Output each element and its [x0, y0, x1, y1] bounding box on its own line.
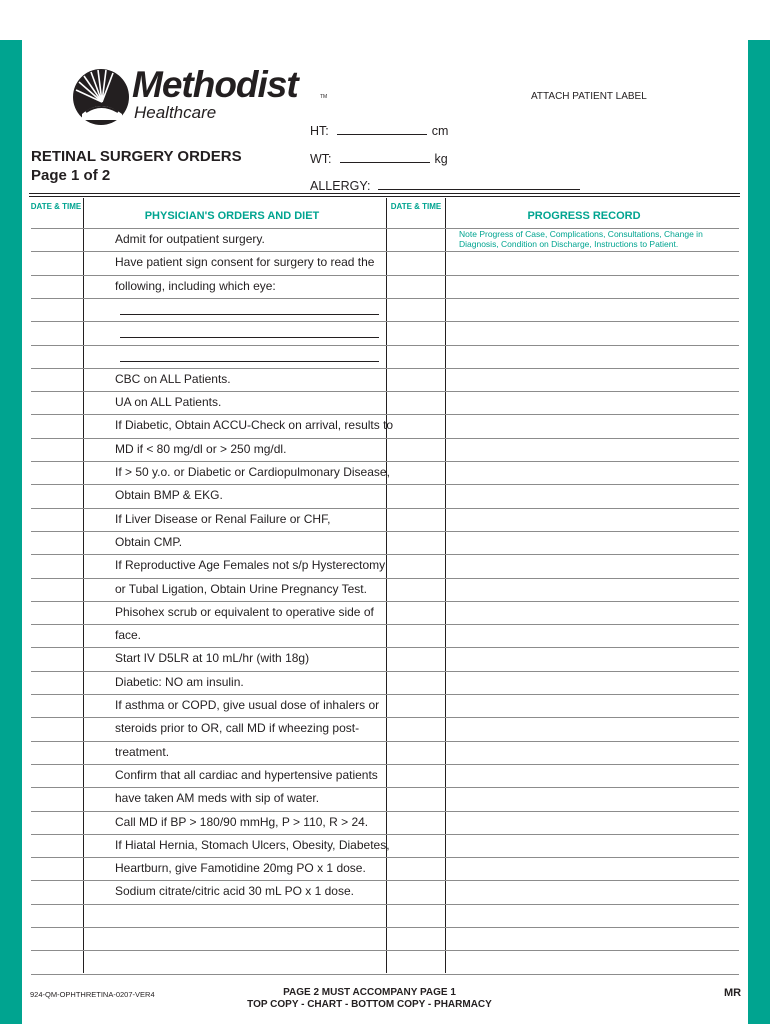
ruled-line	[31, 904, 739, 905]
ruled-line	[31, 950, 739, 951]
form-title	[31, 147, 242, 185]
weight-label: WT:	[310, 152, 332, 166]
accompany-notice: PAGE 2 MUST ACCOMPANY PAGE 1	[283, 987, 456, 998]
order-text: treatment.	[115, 744, 170, 759]
order-grid	[31, 228, 739, 973]
order-row	[31, 624, 386, 647]
order-row	[31, 880, 386, 903]
form-title-line1: RETINAL SURGERY ORDERS	[31, 148, 242, 165]
order-text: If > 50 y.o. or Diabetic or Cardiopulmonary Disease,	[115, 465, 390, 479]
order-row	[31, 228, 386, 251]
allergy-input-line[interactable]	[378, 177, 580, 190]
header-rule-bottom	[29, 196, 740, 197]
order-row	[31, 484, 386, 507]
order-row	[31, 368, 386, 391]
consent-blank-line[interactable]	[120, 361, 379, 362]
consent-blank-line[interactable]	[120, 337, 379, 338]
logo-subtitle: Healthcare	[134, 103, 217, 122]
order-text: If Diabetic, Obtain ACCU-Check on arrival, results to	[115, 418, 394, 433]
order-row	[31, 787, 386, 810]
progress-record-note: Note Progress of Case, Complications, Consultations, Change in Diagnosis, Condition on Discharge, Instructions to Patient.	[459, 229, 703, 249]
weight-field[interactable]	[310, 150, 448, 166]
order-text: UA on ALL Patients.	[115, 395, 222, 410]
order-text: Heartburn, give Famotidine 20mg PO x 1 dose.	[115, 861, 366, 876]
date-time-header-right: DATE & TIME	[390, 202, 442, 211]
order-row	[31, 275, 386, 298]
methodist-logo	[72, 64, 332, 130]
order-text: If Reproductive Age Females not s/p Hysterectomy	[115, 558, 386, 573]
footer-notice	[247, 987, 492, 1011]
header-rule-top	[29, 193, 740, 194]
order-row	[31, 391, 386, 414]
consent-blank-line[interactable]	[120, 314, 379, 315]
order-text: Phisohex scrub or equivalent to operative side of	[115, 604, 374, 619]
left-margin-bar	[0, 40, 22, 1024]
logo-wordmark: Methodist	[132, 64, 298, 105]
order-text: CBC on ALL Patients.	[115, 371, 231, 386]
order-text: MD if < 80 mg/dl or > 250 mg/dl.	[115, 441, 287, 456]
allergy-field[interactable]	[310, 177, 580, 193]
sunburst-logo-icon	[72, 68, 130, 126]
order-row	[31, 601, 386, 624]
allergy-label: ALLERGY:	[310, 179, 371, 193]
order-row	[31, 554, 386, 577]
order-row	[31, 508, 386, 531]
height-input-line[interactable]	[337, 122, 427, 135]
order-row	[31, 251, 386, 274]
order-text: Admit for outpatient surgery.	[115, 232, 265, 246]
order-row	[31, 811, 386, 834]
form-code: 924-QM-OPHTHRETINA-0207-VER4	[30, 990, 155, 999]
order-row	[31, 414, 394, 437]
order-text: If Hiatal Hernia, Stomach Ulcers, Obesity, Diabetes,	[115, 837, 390, 852]
physicians-orders-header: PHYSICIAN'S ORDERS AND DIET	[144, 210, 320, 222]
order-row	[31, 438, 386, 461]
order-row	[31, 694, 386, 717]
height-label: HT:	[310, 124, 329, 138]
order-text: Obtain BMP & EKG.	[115, 488, 223, 503]
order-row	[31, 834, 390, 857]
order-text: If Liver Disease or Renal Failure or CHF,	[115, 511, 331, 526]
height-unit: cm	[431, 124, 449, 138]
order-text: Have patient sign consent for surgery to read the	[115, 255, 375, 270]
order-row	[31, 647, 386, 670]
order-row	[31, 717, 386, 740]
order-text: Diabetic: NO am insulin.	[115, 674, 244, 689]
order-row	[31, 857, 386, 880]
order-text: following, including which eye:	[115, 278, 276, 293]
order-text: Call MD if BP > 180/90 mmHg, P > 110, R > 24.	[115, 814, 369, 829]
date-time-header-left: DATE & TIME	[30, 202, 82, 211]
weight-input-line[interactable]	[340, 150, 430, 163]
trademark-mark: TM	[320, 94, 328, 100]
order-text: have taken AM meds with sip of water.	[115, 791, 320, 806]
order-text: Sodium citrate/citric acid 30 mL PO x 1 dose.	[115, 884, 354, 899]
ruled-line	[31, 345, 739, 346]
order-row	[31, 741, 386, 764]
order-text: Confirm that all cardiac and hypertensive patients	[115, 767, 378, 782]
order-text: face.	[115, 628, 142, 643]
order-text: Obtain CMP.	[115, 534, 183, 549]
ruled-line	[31, 321, 739, 322]
order-text: steroids prior to OR, call MD if wheezing post-	[115, 721, 360, 736]
order-row	[31, 578, 386, 601]
copy-distribution: TOP COPY - CHART - BOTTOM COPY - PHARMACY	[247, 999, 492, 1010]
form-title-page: Page 1 of 2	[31, 167, 111, 184]
ruled-line	[31, 974, 739, 975]
height-field[interactable]	[310, 122, 448, 138]
ruled-line	[31, 927, 739, 928]
order-text: or Tubal Ligation, Obtain Urine Pregnancy Test.	[115, 581, 367, 596]
order-row	[31, 531, 386, 554]
medical-record-code: MR	[724, 987, 742, 999]
order-row	[31, 671, 386, 694]
order-form-page	[22, 40, 748, 1024]
order-text: Start IV D5LR at 10 mL/hr (with 18g)	[115, 651, 310, 666]
order-row	[31, 764, 386, 787]
progress-record-header: PROGRESS RECORD	[527, 210, 641, 222]
attach-patient-label: ATTACH PATIENT LABEL	[531, 91, 647, 102]
weight-unit: kg	[434, 152, 448, 166]
right-margin-bar	[748, 40, 770, 1024]
order-text: If asthma or COPD, give usual dose of inhalers or	[115, 698, 380, 712]
ruled-line	[31, 298, 739, 299]
order-row	[31, 461, 390, 484]
